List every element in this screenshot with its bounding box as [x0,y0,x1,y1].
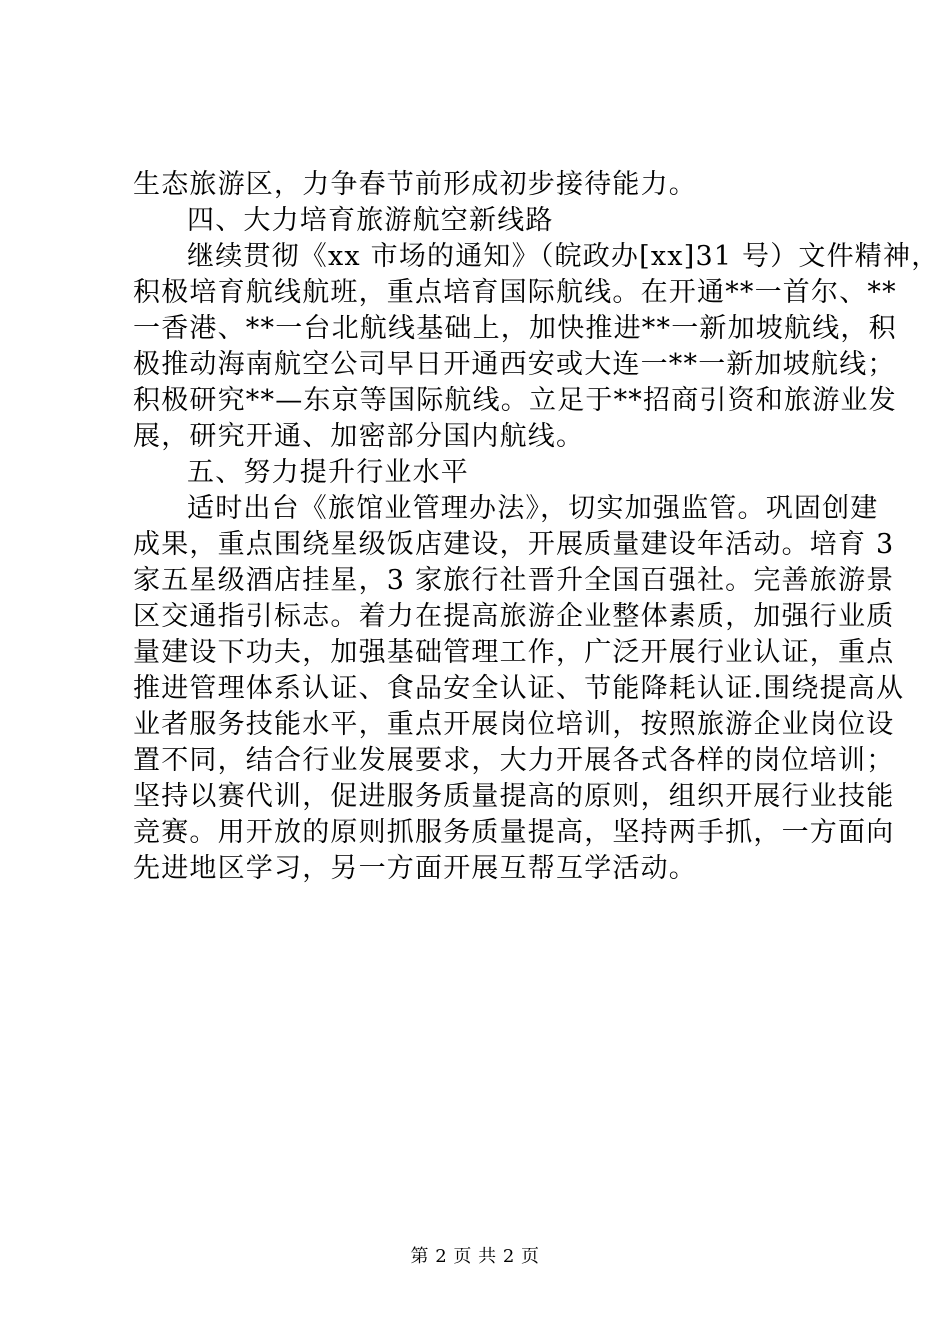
text-line: 竞赛。用开放的原则抓服务质量提高，坚持两手抓，一方面向 [133,817,895,848]
text-line: 积极研究**—东京等国际航线。立足于**招商引资和旅游业发 [133,385,897,416]
text-line: 区交通指引标志。着力在提高旅游企业整体素质，加强行业质 [133,601,895,632]
text-line: 置不同，结合行业发展要求，大力开展各式各样的岗位培训； [133,745,895,776]
text-line: 生态旅游区，力争春节前形成初步接待能力。 [133,169,697,200]
section-heading: 五、努力提升行业水平 [187,457,469,488]
text-line: 一香港、**一台北航线基础上，加快推进**一新加坡航线，积 [133,313,897,344]
text-line: 先进地区学习，另一方面开展互帮互学活动。 [133,853,697,884]
text-line: 家五星级酒店挂星，3 家旅行社晋升全国百强社。完善旅游景 [133,565,895,596]
text-line: 继续贯彻《xx 市场的通知》（皖政办[xx]31 号）文件精神， [187,241,940,272]
text-line: 业者服务技能水平，重点开展岗位培训，按照旅游企业岗位设 [133,709,895,740]
text-line: 展，研究开通、加密部分国内航线。 [133,421,585,452]
text-line: 适时出台《旅馆业管理办法》，切实加强监管。巩固创建 [187,493,879,524]
text-line: 坚持以赛代训，促进服务质量提高的原则，组织开展行业技能 [133,781,895,812]
text-line: 成果，重点围绕星级饭店建设，开展质量建设年活动。培育 3 [133,529,895,560]
text-line: 量建设下功夫，加强基础管理工作，广泛开展行业认证，重点 [133,637,895,668]
text-line: 推进管理体系认证、食品安全认证、节能降耗认证.围绕提高从 [133,673,905,704]
text-line: 极推动海南航空公司早日开通西安或大连一**一新加坡航线； [133,349,896,380]
section-heading: 四、大力培育旅游航空新线路 [187,205,554,236]
page-number-footer: 第 2 页 共 2 页 [410,1246,540,1267]
text-line: 积极培育航线航班，重点培育国际航线。在开通**一首尔、** [133,277,897,308]
